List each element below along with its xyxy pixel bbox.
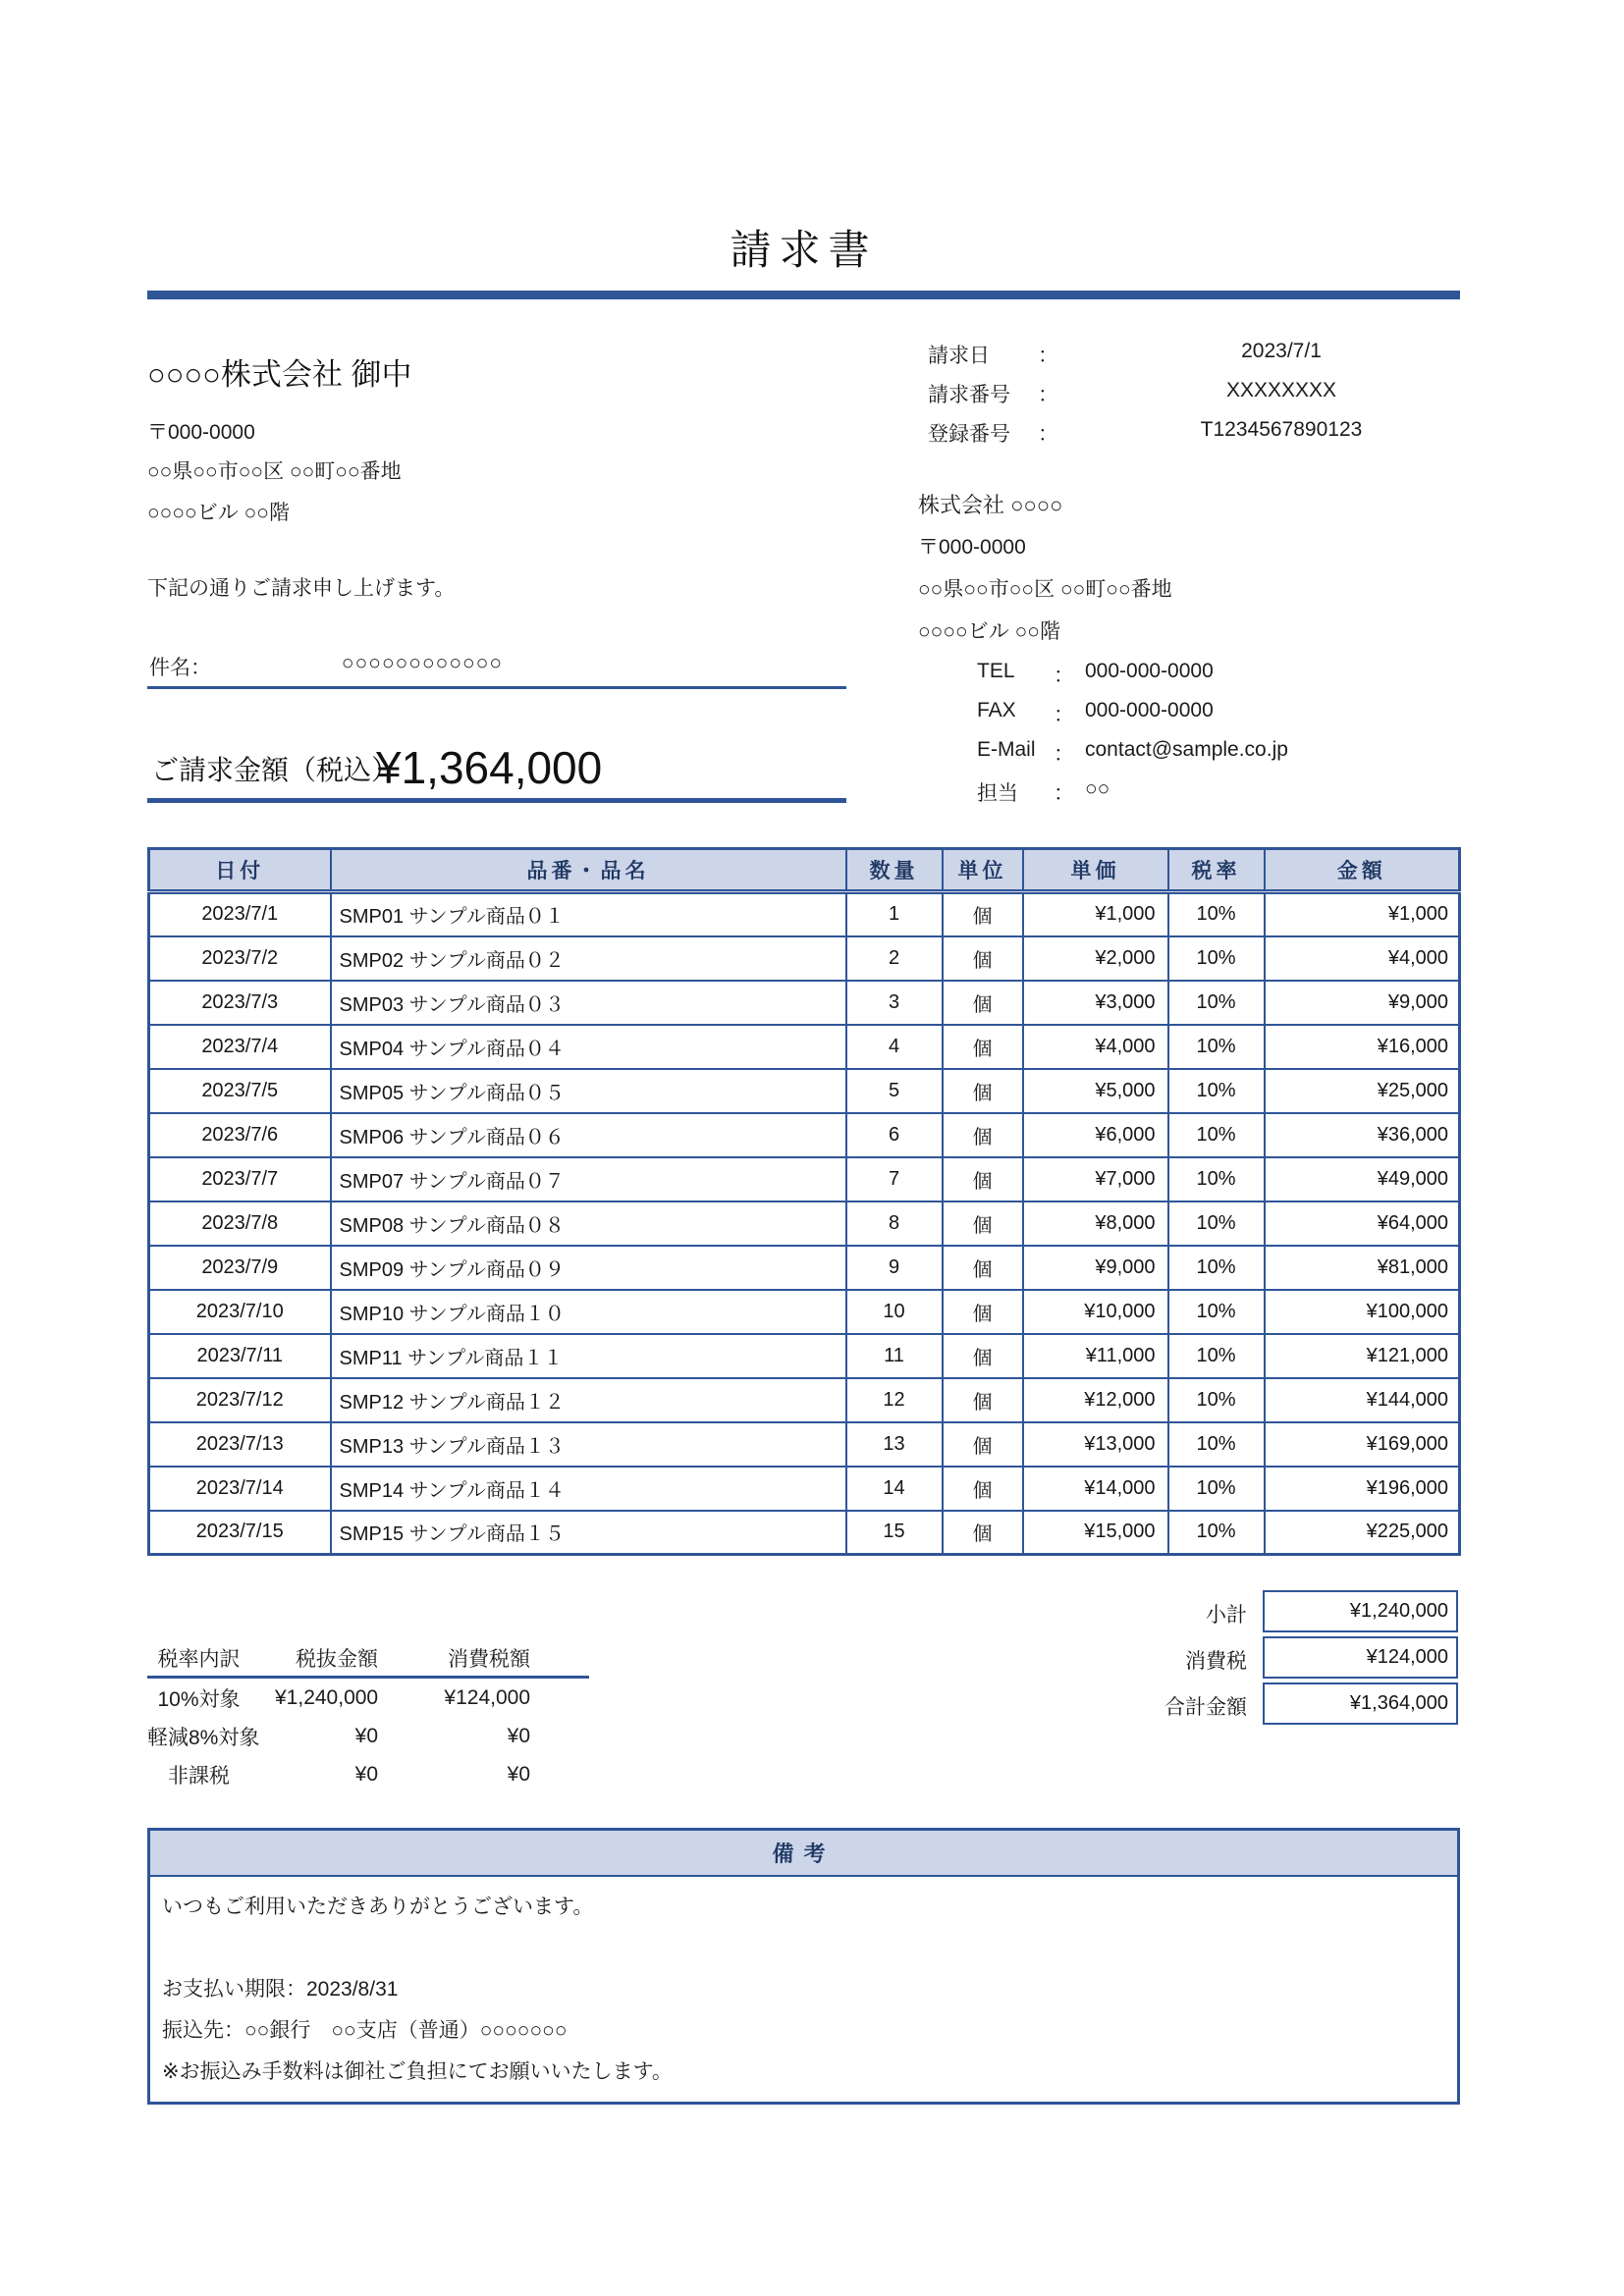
- item-quantity: 13: [846, 1422, 943, 1467]
- item-quantity: 8: [846, 1201, 943, 1246]
- item-date: 2023/7/9: [149, 1246, 331, 1290]
- item-amount: ¥25,000: [1265, 1069, 1460, 1113]
- item-unit-price: ¥15,000: [1023, 1511, 1168, 1555]
- item-unit: 個: [943, 1069, 1023, 1113]
- header-qty: 数量: [846, 849, 943, 892]
- tax-header-base: 税抜金額: [296, 1647, 378, 1671]
- item-quantity: 2: [846, 936, 943, 981]
- notes-line: いつもご利用いただきありがとうございます。: [162, 1896, 594, 1918]
- item-quantity: 10: [846, 1290, 943, 1334]
- item-unit-price: ¥5,000: [1023, 1069, 1168, 1113]
- item-tax-rate: 10%: [1168, 892, 1265, 936]
- notes-header: 備考: [150, 1831, 1457, 1877]
- meta-label: 請求日: [928, 345, 990, 367]
- summary-value-box: [1263, 1590, 1458, 1632]
- invoice-meta: [928, 332, 1448, 450]
- item-unit: 個: [943, 1422, 1023, 1467]
- item-quantity: 15: [846, 1511, 943, 1555]
- notes-line: 振込先：○○銀行 ○○支店（普通）○○○○○○○: [162, 2019, 568, 2042]
- tax-breakdown: [147, 1639, 589, 1793]
- item-date: 2023/7/12: [149, 1378, 331, 1422]
- item-unit-price: ¥13,000: [1023, 1422, 1168, 1467]
- item-name: SMP09 サンプル商品０９: [331, 1246, 846, 1290]
- item-name: SMP05 サンプル商品０５: [331, 1069, 846, 1113]
- item-unit-price: ¥9,000: [1023, 1246, 1168, 1290]
- item-tax-rate: 10%: [1168, 1157, 1265, 1201]
- meta-value: T1234567890123: [1200, 418, 1363, 441]
- item-name: SMP01 サンプル商品０１: [331, 892, 846, 936]
- item-amount: ¥16,000: [1265, 1025, 1460, 1069]
- item-row: [149, 1157, 1460, 1201]
- item-unit: 個: [943, 1511, 1023, 1555]
- contact-value: 000-000-0000: [1085, 660, 1214, 682]
- item-tax-rate: 10%: [1168, 1378, 1265, 1422]
- tax-breakdown-row: [147, 1717, 589, 1755]
- item-row: [149, 1467, 1460, 1511]
- item-name: SMP03 サンプル商品０３: [331, 981, 846, 1025]
- summary-value: ¥1,240,000: [1349, 1600, 1448, 1622]
- item-unit-price: ¥14,000: [1023, 1467, 1168, 1511]
- item-tax-rate: 10%: [1168, 1113, 1265, 1157]
- notes-line: [162, 1928, 1445, 1969]
- item-unit: 個: [943, 1113, 1023, 1157]
- item-amount: ¥64,000: [1265, 1201, 1460, 1246]
- item-tax-rate: 10%: [1168, 1422, 1265, 1467]
- subject-row: [147, 646, 846, 689]
- item-amount: ¥100,000: [1265, 1290, 1460, 1334]
- tax-breakdown-rows: [147, 1679, 589, 1793]
- item-name: SMP14 サンプル商品１４: [331, 1467, 846, 1511]
- item-quantity: 3: [846, 981, 943, 1025]
- item-row: [149, 1113, 1460, 1157]
- summary-label: 消費税: [1185, 1650, 1247, 1673]
- item-unit-price: ¥8,000: [1023, 1201, 1168, 1246]
- item-quantity: 11: [846, 1334, 943, 1378]
- item-unit: 個: [943, 892, 1023, 936]
- issuer-postal-code: 〒000-0000: [918, 536, 1026, 559]
- item-quantity: 6: [846, 1113, 943, 1157]
- item-tax-rate: 10%: [1168, 936, 1265, 981]
- item-amount: ¥196,000: [1265, 1467, 1460, 1511]
- item-unit-price: ¥2,000: [1023, 936, 1168, 981]
- summary-value-box: [1263, 1682, 1458, 1725]
- item-unit: 個: [943, 1467, 1023, 1511]
- item-row: [149, 1378, 1460, 1422]
- contact-row: [977, 770, 1448, 809]
- item-amount: ¥81,000: [1265, 1246, 1460, 1290]
- item-date: 2023/7/13: [149, 1422, 331, 1467]
- notes-line: ※お振込み手数料は御社ご負担にてお願いいたします。: [162, 2060, 673, 2083]
- item-row: [149, 1201, 1460, 1246]
- tax-category: 軽減8%対象: [147, 1726, 260, 1749]
- item-tax-rate: 10%: [1168, 1467, 1265, 1511]
- item-date: 2023/7/15: [149, 1511, 331, 1555]
- summary-label: 合計金額: [1164, 1696, 1247, 1719]
- item-date: 2023/7/6: [149, 1113, 331, 1157]
- summary-label: 小計: [1206, 1604, 1247, 1627]
- item-row: [149, 1246, 1460, 1290]
- item-tax-rate: 10%: [1168, 1069, 1265, 1113]
- contact-label: 担当: [977, 782, 1018, 805]
- tax-category: 非課税: [168, 1764, 230, 1788]
- item-amount: ¥144,000: [1265, 1378, 1460, 1422]
- item-name: SMP04 サンプル商品０４: [331, 1025, 846, 1069]
- item-unit-price: ¥3,000: [1023, 981, 1168, 1025]
- item-unit: 個: [943, 1157, 1023, 1201]
- item-date: 2023/7/10: [149, 1290, 331, 1334]
- tax-breakdown-row: [147, 1755, 589, 1793]
- header-date: 日付: [149, 849, 331, 892]
- item-unit-price: ¥1,000: [1023, 892, 1168, 936]
- recipient-address-line1: ○○県○○市○○区 ○○町○○番地: [147, 460, 402, 483]
- header-item: 品番・品名: [331, 849, 846, 892]
- subject-label: 件名：: [149, 657, 211, 679]
- contact-label: FAX: [977, 699, 1016, 721]
- item-name: SMP13 サンプル商品１３: [331, 1422, 846, 1467]
- item-tax-rate: 10%: [1168, 1025, 1265, 1069]
- contact-row: [977, 730, 1448, 770]
- notes-line: お支払い期限：2023/8/31: [162, 1978, 399, 2001]
- item-tax-rate: 10%: [1168, 1246, 1265, 1290]
- item-row: [149, 1511, 1460, 1555]
- meta-label: 登録番号: [928, 423, 1010, 446]
- item-row: [149, 1422, 1460, 1467]
- item-unit: 個: [943, 1378, 1023, 1422]
- recipient-postal-code: 〒000-0000: [147, 421, 255, 444]
- item-row: [149, 1069, 1460, 1113]
- item-name: SMP08 サンプル商品０８: [331, 1201, 846, 1246]
- contact-colon: ：: [1054, 782, 1074, 805]
- tax-breakdown-row: [147, 1679, 589, 1717]
- item-unit: 個: [943, 1290, 1023, 1334]
- tax-amount: ¥0: [507, 1762, 530, 1786]
- tax-amount: ¥124,000: [444, 1685, 530, 1709]
- item-unit: 個: [943, 1025, 1023, 1069]
- item-unit: 個: [943, 1246, 1023, 1290]
- summary-row: [147, 1590, 1460, 1632]
- item-amount: ¥36,000: [1265, 1113, 1460, 1157]
- contact-label: TEL: [977, 660, 1015, 682]
- meta-colon: ：: [1038, 384, 1058, 406]
- item-amount: ¥121,000: [1265, 1334, 1460, 1378]
- item-unit-price: ¥12,000: [1023, 1378, 1168, 1422]
- item-tax-rate: 10%: [1168, 1334, 1265, 1378]
- item-quantity: 5: [846, 1069, 943, 1113]
- item-date: 2023/7/7: [149, 1157, 331, 1201]
- item-quantity: 9: [846, 1246, 943, 1290]
- items-header-row: [149, 849, 1460, 892]
- item-row: [149, 981, 1460, 1025]
- issuer-name: 株式会社 ○○○○: [918, 493, 1063, 517]
- item-name: SMP07 サンプル商品０７: [331, 1157, 846, 1201]
- item-tax-rate: 10%: [1168, 1290, 1265, 1334]
- billed-amount-label: ご請求金額（税込）: [151, 755, 400, 785]
- item-tax-rate: 10%: [1168, 1201, 1265, 1246]
- item-unit-price: ¥7,000: [1023, 1157, 1168, 1201]
- item-unit-price: ¥6,000: [1023, 1113, 1168, 1157]
- billed-amount-value: ¥1,364,000: [376, 742, 603, 793]
- recipient-name: ○○○○株式会社 御中: [147, 357, 412, 392]
- item-row: [149, 892, 1460, 936]
- item-row: [149, 1334, 1460, 1378]
- tax-base-amount: ¥0: [354, 1724, 378, 1747]
- item-name: SMP12 サンプル商品１２: [331, 1378, 846, 1422]
- items-table: [147, 847, 1461, 1556]
- issuer-address-line1: ○○県○○市○○区 ○○町○○番地: [918, 578, 1172, 601]
- item-unit-price: ¥11,000: [1023, 1334, 1168, 1378]
- notes-box: [147, 1828, 1460, 2105]
- item-unit-price: ¥10,000: [1023, 1290, 1168, 1334]
- title-divider: [147, 291, 1460, 299]
- item-row: [149, 936, 1460, 981]
- item-date: 2023/7/14: [149, 1467, 331, 1511]
- item-amount: ¥9,000: [1265, 981, 1460, 1025]
- item-quantity: 12: [846, 1378, 943, 1422]
- summary-value-box: [1263, 1636, 1458, 1679]
- contact-label: E-Mail: [977, 738, 1036, 761]
- header-unit: 単位: [943, 849, 1023, 892]
- header-unit-price: 単価: [1023, 849, 1168, 892]
- greeting-text: 下記の通りご請求申し上げます。: [147, 577, 456, 600]
- contact-value: 000-000-0000: [1085, 699, 1214, 721]
- item-date: 2023/7/3: [149, 981, 331, 1025]
- item-unit: 個: [943, 981, 1023, 1025]
- item-quantity: 1: [846, 892, 943, 936]
- item-date: 2023/7/5: [149, 1069, 331, 1113]
- recipient-address-line2: ○○○○ビル ○○階: [147, 502, 290, 524]
- item-name: SMP15 サンプル商品１５: [331, 1511, 846, 1555]
- subject-value: ○○○○○○○○○○○○: [341, 652, 504, 674]
- meta-row: [928, 371, 1448, 410]
- item-amount: ¥49,000: [1265, 1157, 1460, 1201]
- summary-value: ¥124,000: [1366, 1646, 1448, 1668]
- item-name: SMP02 サンプル商品０２: [331, 936, 846, 981]
- item-unit: 個: [943, 1334, 1023, 1378]
- item-name: SMP11 サンプル商品１１: [331, 1334, 846, 1378]
- item-name: SMP06 サンプル商品０６: [331, 1113, 846, 1157]
- item-amount: ¥1,000: [1265, 892, 1460, 936]
- meta-label: 請求番号: [928, 384, 1010, 406]
- item-date: 2023/7/11: [149, 1334, 331, 1378]
- item-quantity: 4: [846, 1025, 943, 1069]
- item-tax-rate: 10%: [1168, 981, 1265, 1025]
- item-amount: ¥225,000: [1265, 1511, 1460, 1555]
- item-name: SMP10 サンプル商品１０: [331, 1290, 846, 1334]
- notes-body: [150, 1877, 1457, 2093]
- item-row: [149, 1290, 1460, 1334]
- summary-value: ¥1,364,000: [1349, 1692, 1448, 1714]
- contact-colon: ：: [1054, 665, 1074, 687]
- item-date: 2023/7/2: [149, 936, 331, 981]
- tax-base-amount: ¥1,240,000: [275, 1685, 379, 1709]
- contact-colon: ：: [1054, 704, 1074, 726]
- tax-breakdown-header: [147, 1639, 589, 1679]
- contact-colon: ：: [1054, 743, 1074, 766]
- issuer-address-line2: ○○○○ビル ○○階: [918, 620, 1060, 643]
- contact-value: ○○: [1085, 777, 1110, 800]
- contact-value: contact@sample.co.jp: [1085, 738, 1288, 761]
- item-date: 2023/7/8: [149, 1201, 331, 1246]
- tax-base-amount: ¥0: [354, 1762, 378, 1786]
- item-tax-rate: 10%: [1168, 1511, 1265, 1555]
- tax-header-category: 税率内訳: [157, 1647, 241, 1671]
- issuer-contacts: [977, 652, 1448, 809]
- contact-row: [977, 691, 1448, 730]
- page-title: 請求書: [730, 227, 878, 273]
- item-unit-price: ¥4,000: [1023, 1025, 1168, 1069]
- meta-value: XXXXXXXX: [1225, 379, 1337, 401]
- item-date: 2023/7/1: [149, 892, 331, 936]
- meta-row: [928, 332, 1448, 371]
- tax-header-tax: 消費税額: [448, 1647, 530, 1671]
- item-amount: ¥169,000: [1265, 1422, 1460, 1467]
- item-unit: 個: [943, 1201, 1023, 1246]
- item-date: 2023/7/4: [149, 1025, 331, 1069]
- tax-category: 10%対象: [157, 1687, 241, 1711]
- billed-amount-banner: [147, 728, 846, 803]
- item-quantity: 7: [846, 1157, 943, 1201]
- meta-value: 2023/7/1: [1241, 340, 1322, 362]
- meta-row: [928, 410, 1448, 450]
- meta-colon: ：: [1038, 345, 1058, 367]
- meta-colon: ：: [1038, 423, 1058, 446]
- header-amount: 金額: [1265, 849, 1460, 892]
- item-quantity: 14: [846, 1467, 943, 1511]
- item-row: [149, 1025, 1460, 1069]
- header-tax-rate: 税率: [1168, 849, 1265, 892]
- item-amount: ¥4,000: [1265, 936, 1460, 981]
- contact-row: [977, 652, 1448, 691]
- item-unit: 個: [943, 936, 1023, 981]
- tax-amount: ¥0: [507, 1724, 530, 1747]
